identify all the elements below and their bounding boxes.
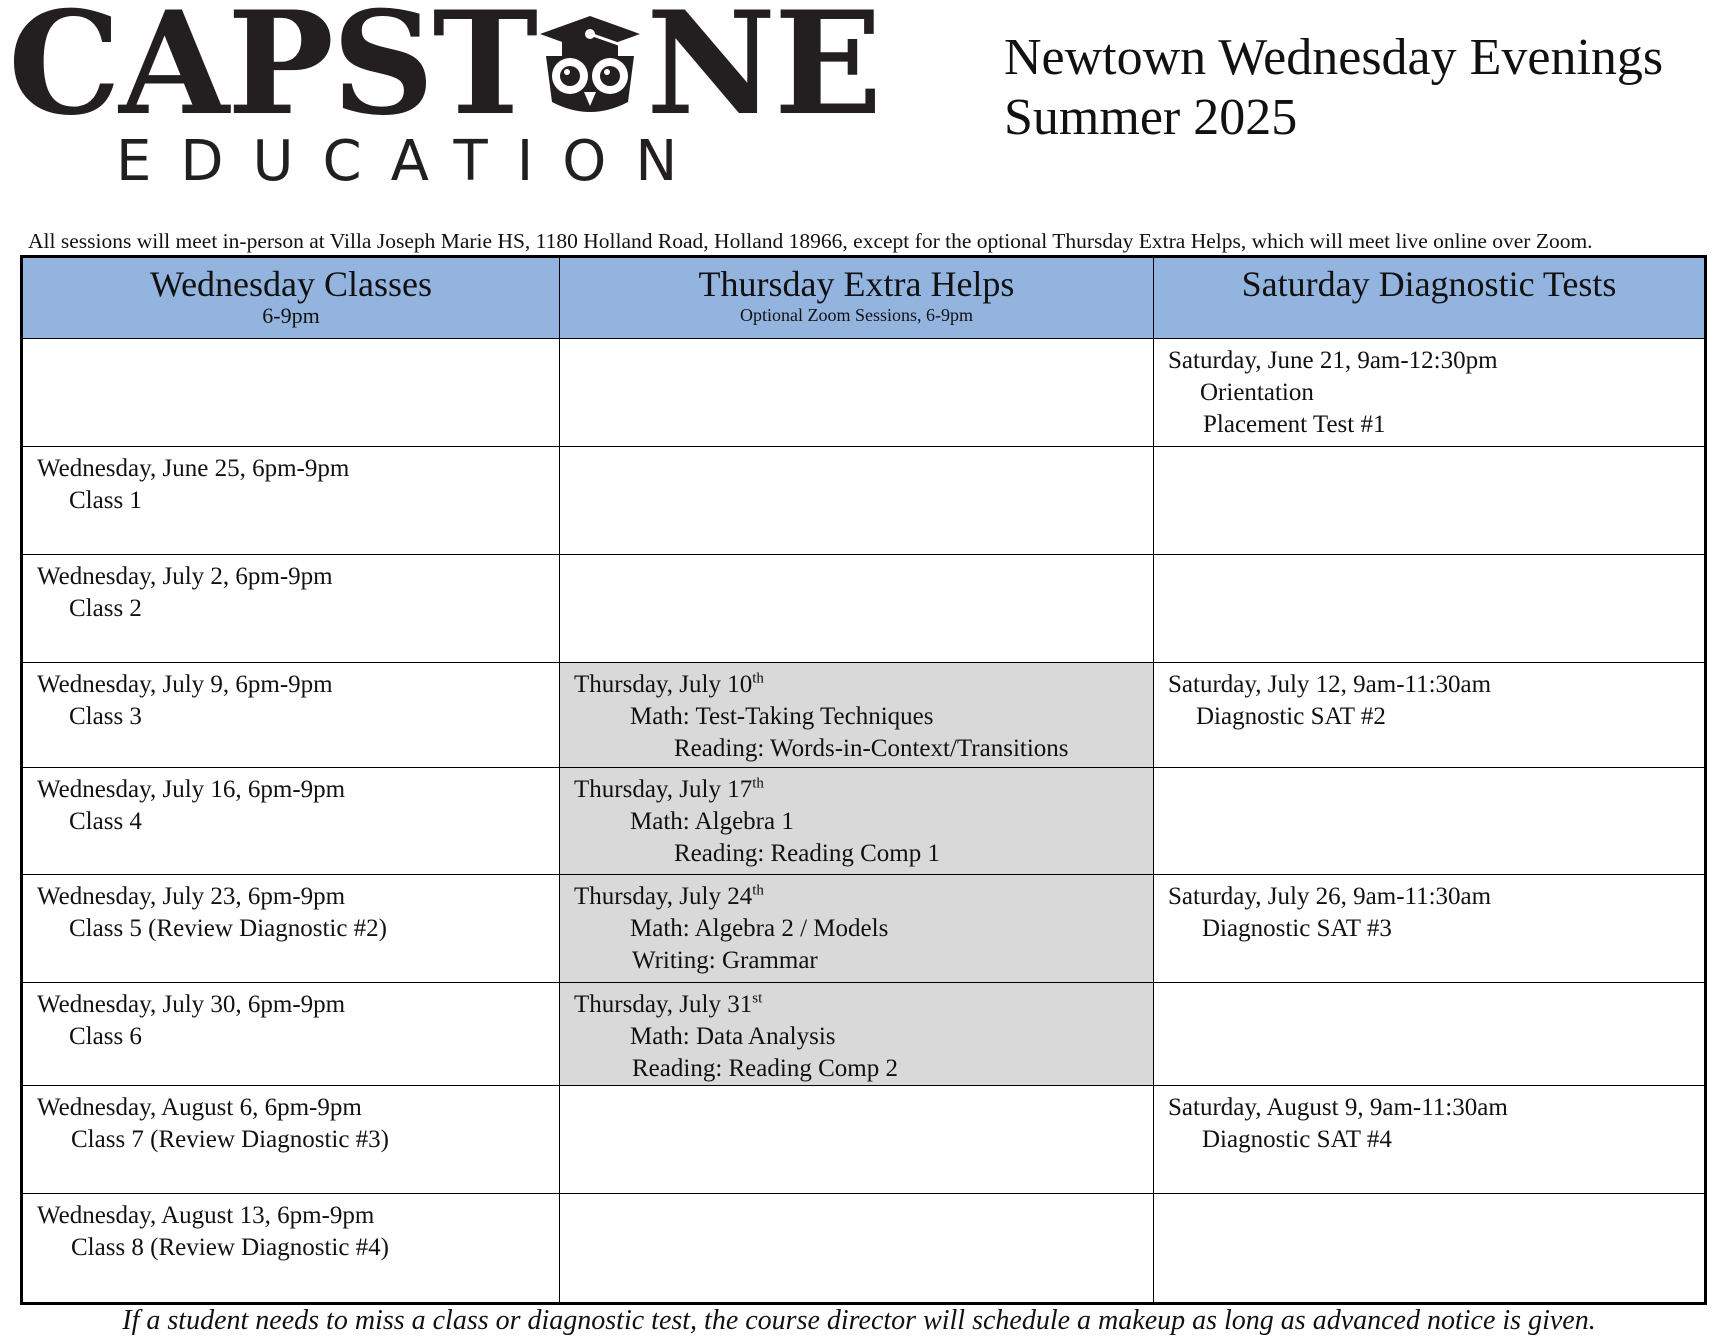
thursday-cell — [560, 1194, 1154, 1304]
title-line-2: Summer 2025 — [1004, 89, 1298, 146]
saturday-detail: Diagnostic SAT #4 — [1202, 1126, 1392, 1153]
wednesday-class: Class 3 — [69, 703, 142, 730]
thursday-cell — [560, 768, 1154, 875]
thursday-math: Math: Algebra 2 / Models — [630, 915, 889, 942]
intro-note: All sessions will meet in-person at Villa Joseph Marie HS, 1180 Holland Road, Holland 18966, except for the optional Thursday Extra Helps, which will meet live online over Zoom. — [28, 229, 1593, 253]
table-row — [22, 768, 1706, 875]
saturday-cell — [1154, 339, 1706, 447]
table-row — [22, 555, 1706, 663]
thursday-date-text: Thursday, July 24 — [574, 883, 753, 910]
saturday-cell — [1154, 447, 1706, 555]
wednesday-date: Wednesday, July 2, 6pm-9pm — [37, 563, 333, 590]
thursday-cell — [560, 447, 1154, 555]
header-wednesday-title: Wednesday Classes — [149, 264, 433, 304]
saturday-date: Saturday, July 26, 9am-11:30am — [1168, 883, 1492, 910]
header-wednesday-sub: 6-9pm — [262, 303, 320, 328]
capstone-logo — [8, 0, 888, 194]
saturday-detail: Diagnostic SAT #2 — [1196, 703, 1386, 730]
thursday-date-suffix: th — [752, 882, 764, 899]
wednesday-date: Wednesday, July 9, 6pm-9pm — [37, 671, 333, 698]
wednesday-date: Wednesday, July 23, 6pm-9pm — [37, 883, 346, 910]
thursday-date-suffix: th — [752, 670, 764, 687]
table-row — [22, 663, 1706, 768]
logo-subtitle: EDUCATION — [116, 129, 707, 194]
thursday-math: Math: Data Analysis — [630, 1023, 836, 1050]
wednesday-class: Class 4 — [69, 808, 142, 835]
thursday-date — [574, 774, 1153, 806]
title-line-1: Newtown Wednesday Evenings — [1004, 29, 1664, 86]
saturday-detail: Placement Test #1 — [1203, 411, 1386, 438]
wednesday-cell — [22, 447, 560, 555]
saturday-date: Saturday, June 21, 9am-12:30pm — [1168, 347, 1498, 374]
saturday-date: Saturday, August 9, 9am-11:30am — [1168, 1094, 1508, 1121]
wednesday-date: Wednesday, July 30, 6pm-9pm — [37, 991, 346, 1018]
thursday-writing: Writing: Grammar — [632, 947, 818, 974]
header-saturday — [1154, 257, 1706, 339]
thursday-date-suffix: st — [752, 990, 763, 1007]
thursday-cell — [560, 555, 1154, 663]
logo-wordmark-left: CAPST — [8, 0, 537, 147]
wednesday-cell — [22, 983, 560, 1086]
thursday-cell — [560, 663, 1154, 768]
thursday-date — [574, 669, 1153, 701]
thursday-date-text: Thursday, July 10 — [574, 671, 753, 698]
header-saturday-title: Saturday Diagnostic Tests — [1241, 264, 1617, 304]
saturday-cell — [1154, 983, 1706, 1086]
thursday-math: Math: Test-Taking Techniques — [630, 703, 934, 730]
saturday-detail: Diagnostic SAT #3 — [1202, 915, 1392, 942]
header-thursday — [560, 257, 1154, 339]
wednesday-date: Wednesday, August 13, 6pm-9pm — [37, 1202, 375, 1229]
wednesday-cell — [22, 555, 560, 663]
saturday-date: Saturday, July 12, 9am-11:30am — [1168, 671, 1492, 698]
owl-icon — [536, 4, 646, 124]
table-row — [22, 1194, 1706, 1304]
saturday-cell — [1154, 875, 1706, 983]
wednesday-class: Class 6 — [69, 1023, 142, 1050]
logo-wordmark-right: NE — [646, 0, 881, 147]
table-row — [22, 339, 1706, 447]
wednesday-date: Wednesday, June 25, 6pm-9pm — [37, 455, 350, 482]
header-thursday-sub: Optional Zoom Sessions, 6-9pm — [740, 305, 973, 325]
logo-wordmark — [8, 0, 888, 147]
footer-note: If a student needs to miss a class or diagnostic test, the course director will schedule a makeup as long as advanced notice is given. — [122, 1305, 1596, 1336]
wednesday-class: Class 7 (Review Diagnostic #3) — [71, 1126, 390, 1153]
wednesday-class: Class 1 — [69, 487, 142, 514]
thursday-cell — [560, 875, 1154, 983]
table-row — [22, 983, 1706, 1086]
saturday-cell — [1154, 1194, 1706, 1304]
wednesday-cell — [22, 1194, 560, 1304]
thursday-math: Math: Algebra 1 — [630, 808, 794, 835]
wednesday-cell — [22, 339, 560, 447]
saturday-cell — [1154, 1086, 1706, 1194]
wednesday-class: Class 2 — [69, 595, 142, 622]
wednesday-cell — [22, 875, 560, 983]
table-row — [22, 875, 1706, 983]
saturday-cell — [1154, 555, 1706, 663]
thursday-reading: Reading: Reading Comp 1 — [674, 840, 940, 867]
wednesday-cell — [22, 663, 560, 768]
schedule-table — [20, 255, 1707, 1305]
thursday-cell — [560, 1086, 1154, 1194]
wednesday-cell — [22, 768, 560, 875]
wednesday-cell — [22, 1086, 560, 1194]
saturday-detail: Orientation — [1200, 379, 1314, 406]
thursday-date-text: Thursday, July 17 — [574, 776, 753, 803]
header-wednesday — [22, 257, 560, 339]
thursday-cell — [560, 983, 1154, 1086]
wednesday-class: Class 5 (Review Diagnostic #2) — [69, 915, 388, 942]
page-title — [1004, 28, 1663, 148]
wednesday-date: Wednesday, July 16, 6pm-9pm — [37, 776, 346, 803]
table-header-row — [22, 257, 1706, 339]
saturday-cell — [1154, 768, 1706, 875]
saturday-cell — [1154, 663, 1706, 768]
thursday-date — [574, 881, 1153, 913]
thursday-reading: Reading: Reading Comp 2 — [632, 1055, 898, 1082]
wednesday-date: Wednesday, August 6, 6pm-9pm — [37, 1094, 362, 1121]
thursday-reading: Reading: Words-in-Context/Transitions — [674, 735, 1069, 762]
thursday-date — [574, 989, 1153, 1021]
table-row — [22, 1086, 1706, 1194]
thursday-date-suffix: th — [752, 775, 764, 792]
thursday-cell — [560, 339, 1154, 447]
wednesday-class: Class 8 (Review Diagnostic #4) — [71, 1234, 390, 1261]
header-thursday-title: Thursday Extra Helps — [698, 264, 1015, 304]
table-row — [22, 447, 1706, 555]
thursday-date-text: Thursday, July 31 — [574, 991, 753, 1018]
